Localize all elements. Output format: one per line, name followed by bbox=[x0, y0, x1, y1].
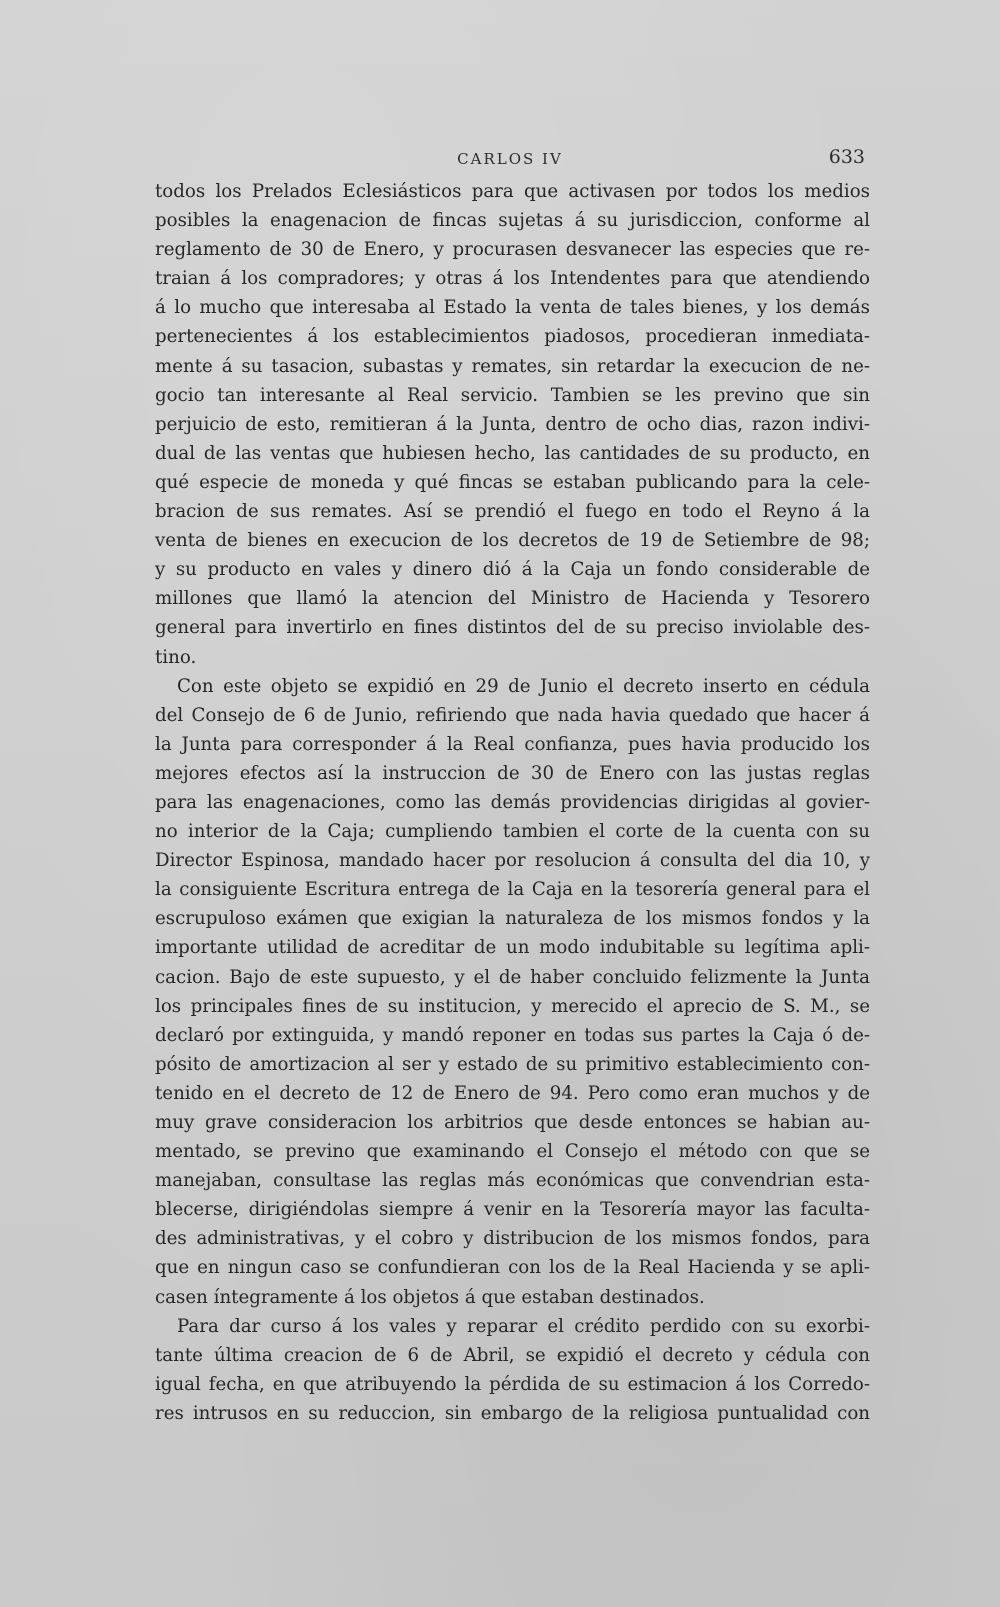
text-line: Con este objeto se expidió en 29 de Junio el decreto inserto en cédula bbox=[177, 675, 870, 697]
text-line: que en ningun caso se confundieran con los de la Real Hacienda y se apli- bbox=[155, 1257, 870, 1279]
text-line: bracion de sus remates. Así se prendió el fuego en todo el Reyno á la bbox=[155, 501, 870, 523]
text-line: mentado, se previno que examinando el Consejo el método con que se bbox=[155, 1141, 870, 1163]
paragraph-1 bbox=[155, 177, 870, 672]
text-line: perjuicio de esto, remitieran á la Junta, dentro de ocho dias, razon indivi- bbox=[155, 413, 870, 435]
text-line: no interior de la Caja; cumpliendo tambien el corte de la cuenta con su bbox=[155, 821, 870, 843]
text-line: declaró por extinguida, y mandó reponer en todas sus partes la Caja ó de- bbox=[155, 1024, 870, 1046]
text-line: pósito de amortizacion al ser y estado de su primitivo establecimiento con- bbox=[155, 1053, 870, 1075]
text-line: á lo mucho que interesaba al Estado la venta de tales bienes, y los demás bbox=[155, 297, 870, 319]
text-line: importante utilidad de acreditar de un modo indubitable su legítima apli- bbox=[155, 937, 870, 959]
text-line: reglamento de 30 de Enero, y procurasen desvanecer las especies que re- bbox=[155, 239, 870, 261]
text-line: los principales fines de su institucion, y merecido el aprecio de S. M., se bbox=[155, 995, 870, 1017]
page-number: 633 bbox=[828, 146, 865, 168]
text-line: general para invertirlo en fines distintos del de su preciso inviolable des- bbox=[155, 617, 870, 639]
text-line: para las enagenaciones, como las demás providencias dirigidas al govier- bbox=[155, 791, 870, 813]
text-line: la consiguiente Escritura entrega de la Caja en la tesorería general para el bbox=[155, 879, 870, 901]
text-line: casen íntegramente á los objetos á que estaban destinados. bbox=[155, 1286, 705, 1308]
page-header bbox=[155, 146, 865, 172]
paragraph-2 bbox=[155, 672, 870, 1312]
running-head: CARLOS IV bbox=[457, 150, 563, 168]
text-line: mente á su tasacion, subastas y remates, sin retardar la execucion de ne- bbox=[155, 355, 870, 377]
text-line: res intrusos en su reduccion, sin embargo de la religiosa puntualidad con bbox=[155, 1402, 870, 1424]
text-line: blecerse, dirigiéndolas siempre á venir en la Tesorería mayor las faculta- bbox=[155, 1199, 870, 1221]
paragraph-3 bbox=[155, 1312, 870, 1428]
text-line: igual fecha, en que atribuyendo la pérdida de su estimacion á los Corredo- bbox=[155, 1373, 870, 1395]
text-line: todos los Prelados Eclesiásticos para que activasen por todos los medios bbox=[155, 181, 870, 202]
text-line: escrupuloso exámen que exigian la naturaleza de los mismos fondos y la bbox=[155, 908, 870, 930]
text-line: millones que llamó la atencion del Ministro de Hacienda y Tesorero bbox=[155, 588, 870, 610]
text-line: posibles la enagenacion de fincas sujetas á su jurisdiccion, conforme al bbox=[155, 210, 870, 232]
text-line: manejaban, consultase las reglas más económicas que convendrian esta- bbox=[155, 1170, 870, 1192]
text-line: cacion. Bajo de este supuesto, y el de haber concluido felizmente la Junta bbox=[155, 966, 870, 988]
text-line: traian á los compradores; y otras á los Intendentes para que atendiendo bbox=[155, 268, 870, 290]
text-line: venta de bienes en execucion de los decretos de 19 de Setiembre de 98; bbox=[155, 530, 870, 552]
text-line: mejores efectos así la instruccion de 30 de Enero con las justas reglas bbox=[155, 762, 870, 784]
text-line: pertenecientes á los establecimientos piadosos, procedieran inmediata- bbox=[155, 326, 870, 348]
text-line: gocio tan interesante al Real servicio. Tambien se les previno que sin bbox=[155, 384, 870, 406]
text-line: tante última creacion de 6 de Abril, se expidió el decreto y cédula con bbox=[155, 1344, 870, 1366]
text-line: la Junta para corresponder á la Real confianza, pues havia producido los bbox=[155, 733, 870, 755]
text-line: dual de las ventas que hubiesen hecho, las cantidades de su producto, en bbox=[155, 442, 870, 464]
text-line: tenido en el decreto de 12 de Enero de 94. Pero como eran muchos y de bbox=[155, 1082, 870, 1104]
text-line: del Consejo de 6 de Junio, refiriendo que nada havia quedado que hacer á bbox=[155, 704, 870, 726]
text-line: tino. bbox=[155, 646, 197, 668]
text-line: qué especie de moneda y qué fincas se estaban publicando para la cele- bbox=[155, 471, 870, 493]
body-text bbox=[155, 177, 870, 1428]
text-line: muy grave consideracion los arbitrios que desde entonces se habian au- bbox=[155, 1112, 870, 1133]
text-line: Para dar curso á los vales y reparar el crédito perdido con su exorbi- bbox=[177, 1315, 870, 1337]
text-line: des administrativas, y el cobro y distribucion de los mismos fondos, para bbox=[155, 1228, 870, 1250]
text-line: y su producto en vales y dinero dió á la Caja un fondo considerable de bbox=[155, 559, 870, 581]
text-line: Director Espinosa, mandado hacer por resolucion á consulta del dia 10, y bbox=[155, 850, 870, 872]
